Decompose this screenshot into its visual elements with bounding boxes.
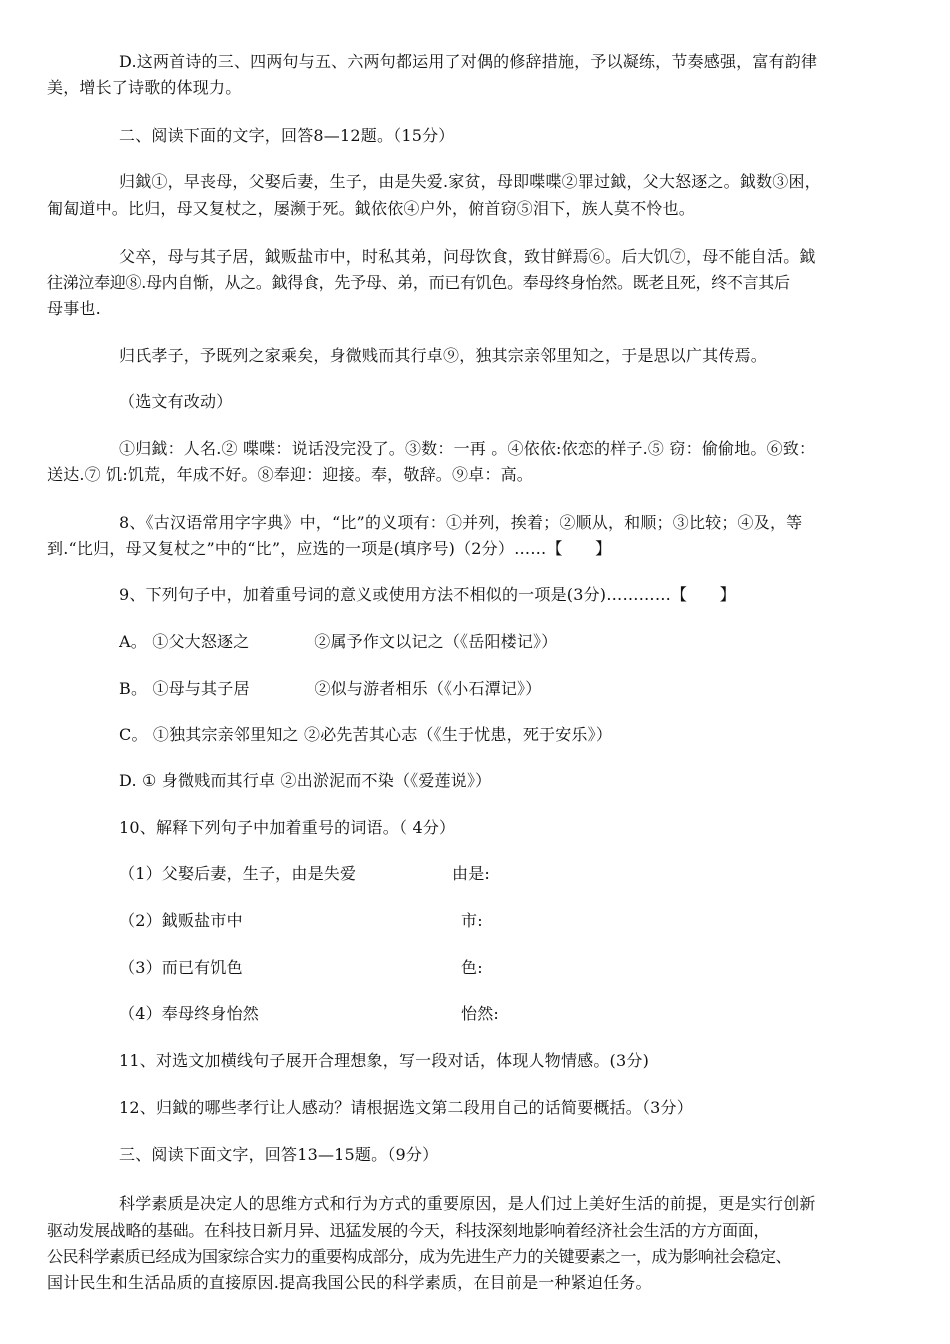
passage-source-note: （选文有改动） bbox=[119, 392, 233, 411]
question-9-option-c: C。 ①独其宗亲邻里知之 ②必先苦其心志（《生于忧患，死于安乐》） bbox=[119, 725, 613, 744]
question-10-item-1: （1）父娶后妻，生子，由是失爱 bbox=[119, 864, 357, 883]
question-10-item-4: （4）奉母终身怡然 bbox=[119, 1004, 259, 1023]
question-9-option-b: B。 ①母与其子居 ②似与游者相乐（《小石潭记》） bbox=[119, 679, 542, 698]
question-9-option-d: D. ① 身微贱而其行卓 ②出淤泥而不染（《爱莲说》） bbox=[119, 771, 492, 790]
section-three-para-line-1: 科学素质是决定人的思维方式和行为方式的重要原因，是人们过上美好生活的前提，更是实行创新 bbox=[119, 1194, 816, 1213]
annotations-line-2: 送达.⑦ 饥:饥荒，年成不好。⑧奉迎：迎接。奉，敬辞。⑨卓：高。 bbox=[47, 465, 533, 484]
annotations-line-1: ①归鉞：人名.② 喋喋：说话没完没了。③数：一再 。④依依:依恋的样子.⑤ 窃：偷偷地。⑥致： bbox=[119, 439, 816, 458]
question-10-item-3-answer-label: 色: bbox=[461, 958, 483, 977]
question-9: 9、下列句子中，加着重号词的意义或使用方法不相似的一项是(3分)…………【 】 bbox=[119, 585, 736, 604]
passage-para1-line-1: 归鉞①，早丧母，父娶后妻，生子，由是失爱.家贫，母即喋喋②罪过鉞，父大怒逐之。鉞数③困， bbox=[119, 172, 821, 191]
section-three-para-line-4: 国计民生和生活品质的直接原因.提高我国公民的科学素质，在目前是一种紧迫任务。 bbox=[47, 1273, 652, 1292]
passage-para1-line-2: 匍匐道中。比归，母又复杖之，屡濒于死。鉞依依④户外，俯首窃⑤泪下，族人莫不怜也。 bbox=[47, 199, 696, 218]
question-10-item-2-answer-label: 市: bbox=[461, 911, 483, 930]
question-10-item-4-answer-label: 怡然: bbox=[461, 1004, 499, 1023]
passage-para2-line-3: 母事也. bbox=[47, 299, 101, 318]
question-12: 12、归鉞的哪些孝行让人感动？请根据选文第二段用自己的话简要概括。（3分） bbox=[119, 1098, 693, 1117]
question-11: 11、对选文加横线句子展开合理想象，写一段对话，体现人物情感。(3分) bbox=[119, 1051, 650, 1070]
question-10: 10、解释下列句子中加着重号的词语。（ 4分） bbox=[119, 818, 456, 837]
section-two-heading: 二、阅读下面的文字，回答8—12题。（15分） bbox=[119, 126, 455, 145]
section-three-para-line-2: 驱动发展战略的基础。在科技日新月异、迅猛发展的今天，科技深刻地影响着经济社会生活的方方面面， bbox=[47, 1221, 770, 1240]
passage-para2-line-1: 父卒，母与其子居，鉞贩盐市中，时私其弟，问母饮食，致甘鲜焉⑥。后大饥⑦，母不能自活。鉞 bbox=[119, 247, 816, 266]
option-d-poem-line-2: 美，增长了诗歌的体现力。 bbox=[47, 78, 242, 97]
question-8-line-2: 到.“比归，母又复杖之”中的“比”，应选的一项是(填序号)（2分）……【 】 bbox=[47, 539, 612, 558]
question-8-line-1: 8、《古汉语常用字字典》中，“比”的义项有：①并列，挨着；②顺从，和顺；③比较；④及，等 bbox=[119, 513, 803, 532]
passage-para3: 归氏孝子，予既列之家乘矣，身微贱而其行卓⑨，独其宗亲邻里知之，于是思以广其传焉。 bbox=[119, 346, 768, 365]
question-10-item-1-answer-label: 由是: bbox=[452, 864, 490, 883]
option-d-poem-line-1: D.这两首诗的三、四两句与五、六两句都运用了对偶的修辞措施，予以凝练，节奏感强，富有韵律 bbox=[119, 52, 818, 71]
passage-para2-line-2: 往涕泣奉迎⑧.母内自惭，从之。鉞得食，先予母、弟，而已有饥色。奉母终身怡然。既老且死，终不言其后 bbox=[47, 273, 790, 292]
section-three-heading: 三、阅读下面文字，回答13—15题。（9分） bbox=[119, 1145, 439, 1164]
section-three-para-line-3: 公民科学素质已经成为国家综合实力的重要构成部分，成为先进生产力的关键要素之一，成为影响社会稳定、 bbox=[47, 1247, 792, 1266]
question-10-item-2: （2）鉞贩盐市中 bbox=[119, 911, 243, 930]
question-10-item-3: （3）而已有饥色 bbox=[119, 958, 243, 977]
question-9-option-a: A。 ①父大怒逐之 ②属予作文以记之（《岳阳楼记》） bbox=[119, 632, 558, 651]
